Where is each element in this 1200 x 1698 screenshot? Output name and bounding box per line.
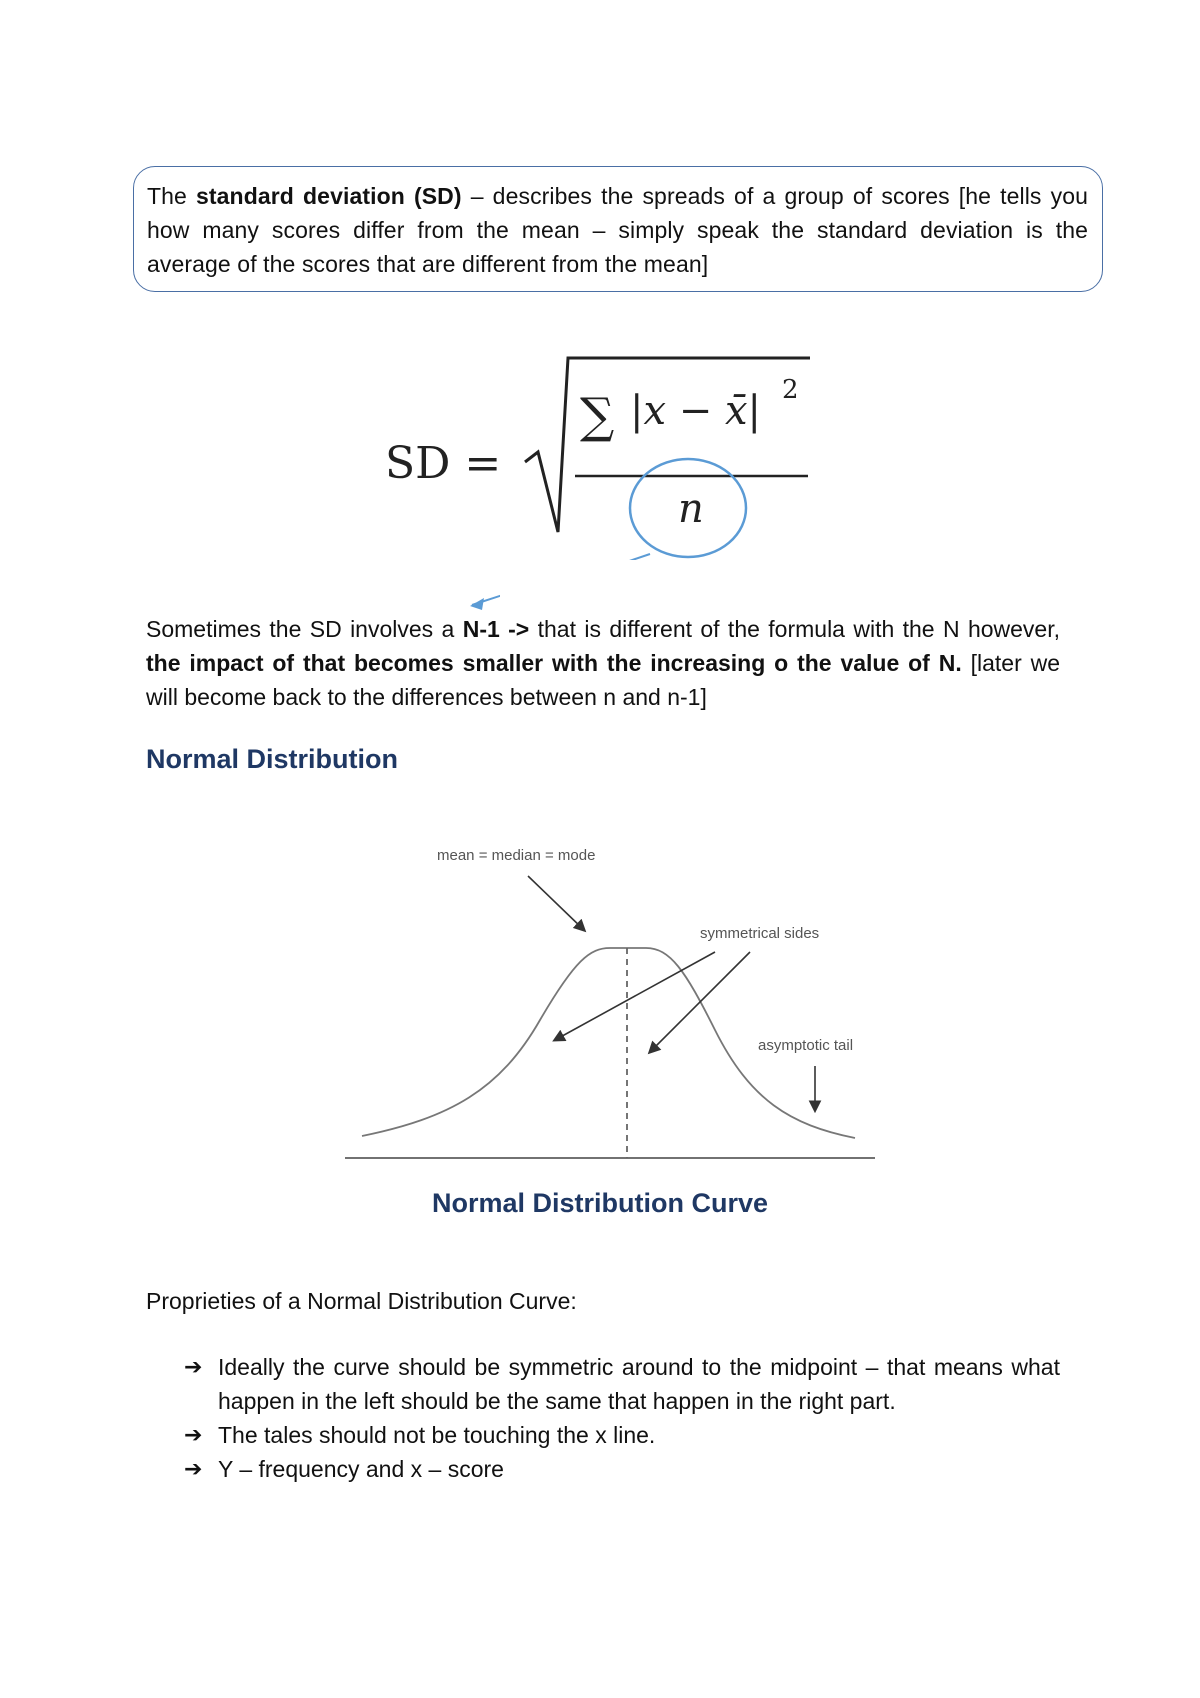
formula-numerator: |x − x̄| <box>630 388 762 434</box>
sd-text-1: The <box>147 183 197 209</box>
sd-definition-box <box>133 166 1103 292</box>
figure-caption: Normal Distribution Curve <box>431 1188 769 1218</box>
symmetrical-sides-label: symmetrical sides <box>700 925 820 942</box>
list-item <box>184 1452 1060 1486</box>
formula-lhs: SD = <box>385 438 502 489</box>
radical-sign <box>525 358 810 532</box>
list-item <box>184 1418 1060 1452</box>
para-text-1: Sometimes the SD involves a <box>146 616 463 642</box>
properties-title: Proprieties of a Normal Distribution Curve: <box>146 1288 577 1314</box>
arrow-bullet-icon: ➔ <box>184 1456 203 1481</box>
para-bold-1: N-1 -> <box>462 616 530 642</box>
sym-arrow-left <box>555 952 715 1040</box>
asymptotic-tail-label: asymptotic tail <box>758 1037 854 1054</box>
list-item-text: Ideally the curve should be symmetric around to the midpoint – that means what happen in the left should be the same that happen in the right part. <box>218 1354 1060 1414</box>
para-bold-2: the impact of that becomes smaller with the increasing o the value of N. <box>146 650 962 676</box>
properties-list <box>184 1350 1060 1486</box>
mean-arrow <box>528 876 584 930</box>
sym-arrow-right <box>650 952 750 1052</box>
arrow-bullet-icon: ➔ <box>184 1422 203 1447</box>
sd-note-paragraph <box>146 612 1060 714</box>
sd-formula <box>380 340 840 560</box>
sd-text-2: – describes the spreads of a group of scores [he tells you how many scores differ from the mean – simply speak the standard deviation is the average of the scores that are different from the mean] <box>147 183 1088 277</box>
list-item-text: The tales should not be touching the x line. <box>218 1422 656 1448</box>
para-text-3: [later we will become back to the differences between n and n-1] <box>146 650 1060 710</box>
list-item <box>184 1350 1060 1418</box>
pointer-arrow <box>520 554 650 560</box>
list-item-text: Y – frequency and x – score <box>218 1456 504 1482</box>
formula-denominator: n <box>678 486 704 532</box>
formula-exponent: 2 <box>782 375 799 405</box>
normal-distribution-figure <box>340 840 880 1170</box>
sum-symbol: ∑ <box>580 388 615 444</box>
arrow-bullet-icon: ➔ <box>184 1354 203 1379</box>
para-text-2: that is different of the formula with the N however, <box>529 616 1061 642</box>
section-heading: Normal Distribution <box>146 744 399 774</box>
mean-median-mode-label: mean = median = mode <box>437 847 596 864</box>
sd-term: standard deviation (SD) <box>196 183 462 209</box>
